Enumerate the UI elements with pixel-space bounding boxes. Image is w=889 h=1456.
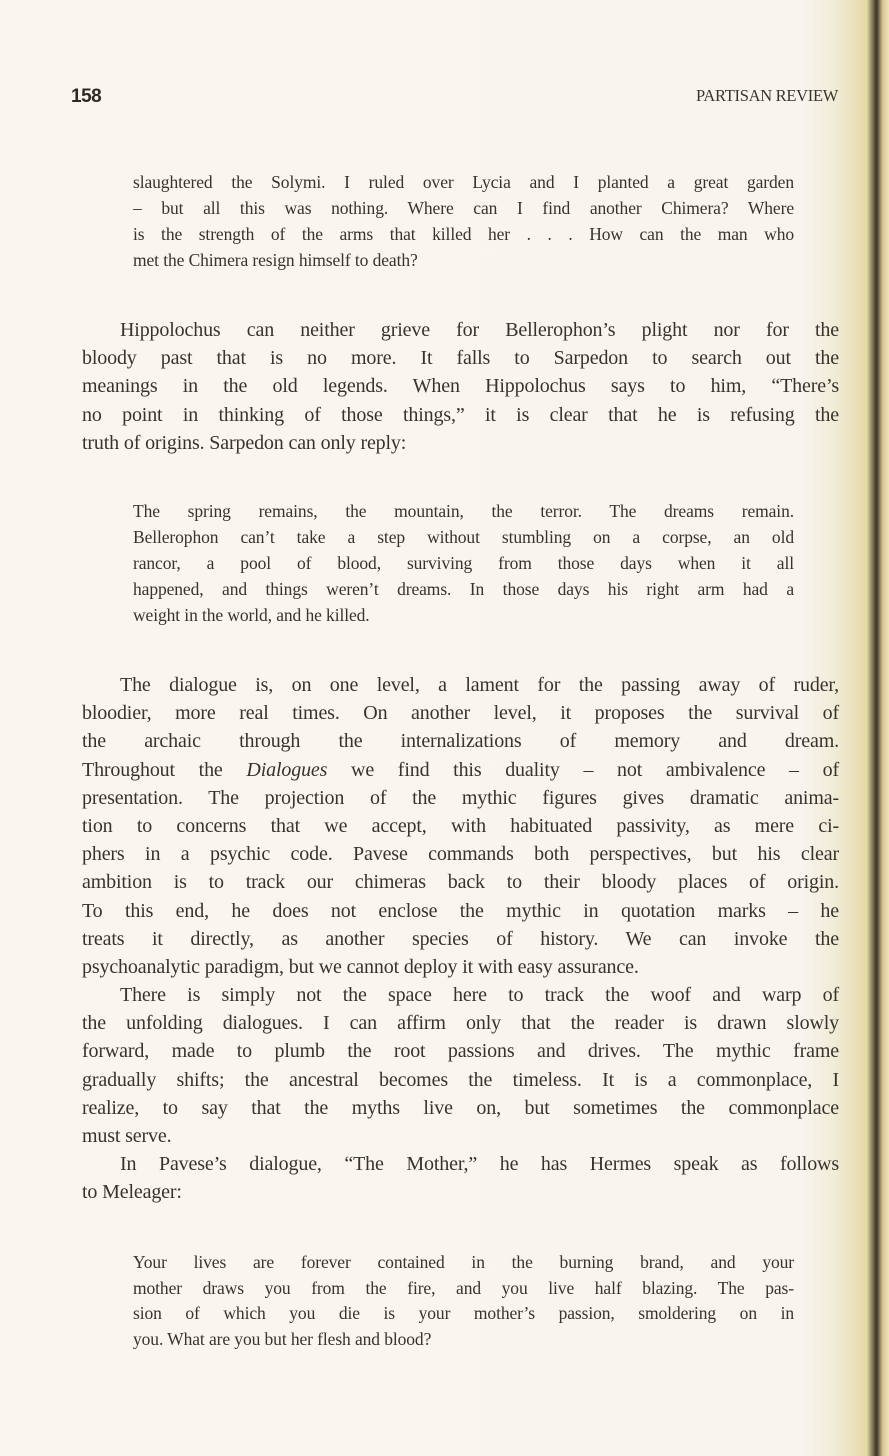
text-line: The spring remains, the mountain, the terror. The dreams remain. xyxy=(133,501,794,521)
text-line: to Meleager: xyxy=(82,1181,182,1204)
text-line: ambition is to track our chimeras back to their bloody places of origin. xyxy=(82,871,839,894)
italic-title: Dialogues xyxy=(246,758,328,781)
text-line: is the strength of the arms that killed her . . . How can the man who xyxy=(133,224,794,244)
page-number: 158 xyxy=(71,86,102,107)
text-line: bloodier, more real times. On another level, it proposes the survival of xyxy=(82,702,839,725)
block-quote-bellerophon xyxy=(133,169,794,273)
text-line: There is simply not the space here to track the woof and warp of xyxy=(120,984,839,1006)
text-line: truth of origins. Sarpedon can only reply: xyxy=(82,431,407,454)
text-line xyxy=(82,756,839,784)
running-head: PARTISAN REVIEW xyxy=(696,86,838,105)
block-quote-spring-remains xyxy=(133,498,794,628)
text-line: happened, and things weren’t dreams. In those days his right arm had a xyxy=(133,579,794,599)
text-line: rancor, a pool of blood, surviving from those days when it all xyxy=(133,553,794,573)
paragraph-woof-and-warp xyxy=(82,981,839,1150)
text-line: the unfolding dialogues. I can affirm only that the reader is drawn slowly xyxy=(82,1012,839,1035)
text-line: tion to concerns that we accept, with habituated passivity, as mere ci- xyxy=(82,815,839,838)
block-quote-burning-brand xyxy=(133,1250,794,1353)
text-line: Hippolochus can neither grieve for Bellerophon’s plight nor for the xyxy=(120,319,839,341)
text-line: the archaic through the internalizations of memory and dream. xyxy=(82,730,839,753)
text-line: psychoanalytic paradigm, but we cannot deploy it with easy assurance. xyxy=(82,956,639,979)
text-line: Bellerophon can’t take a step without stumbling on a corpse, an old xyxy=(133,527,794,547)
text-segment: Throughout the xyxy=(82,758,247,781)
text-line: slaughtered the Solymi. I ruled over Lycia and I planted a great garden xyxy=(133,172,794,192)
paragraph-hippolochus xyxy=(82,316,839,457)
text-line: forward, made to plumb the root passions and drives. The mythic frame xyxy=(82,1040,839,1063)
text-line: Your lives are forever contained in the burning brand, and your xyxy=(133,1252,794,1272)
text-line: To this end, he does not enclose the mythic in quotation marks – he xyxy=(82,899,839,922)
text-line: must serve. xyxy=(82,1125,172,1148)
text-line: In Pavese’s dialogue, “The Mother,” he has Hermes speak as follows xyxy=(120,1153,839,1175)
paragraph-the-mother xyxy=(82,1150,839,1206)
text-line: treats it directly, as another species of history. We can invoke the xyxy=(82,927,839,950)
text-line: The dialogue is, on one level, a lament for the passing away of ruder, xyxy=(120,674,839,696)
text-line: meanings in the old legends. When Hippolochus says to him, “There’s xyxy=(82,375,839,398)
text-line: met the Chimera resign himself to death? xyxy=(133,250,418,270)
text-line: mother draws you from the fire, and you live half blazing. The pas- xyxy=(133,1277,794,1298)
text-line: gradually shifts; the ancestral becomes the timeless. It is a commonplace, I xyxy=(82,1068,839,1091)
text-line: presentation. The projection of the mythic figures gives dramatic anima- xyxy=(82,786,839,809)
text-line: no point in thinking of those things,” it is clear that he is refusing the xyxy=(82,403,839,426)
text-line: bloody past that is no more. It falls to Sarpedon to search out the xyxy=(82,347,839,370)
text-line: realize, to say that the myths live on, but sometimes the commonplace xyxy=(82,1096,839,1119)
text-segment: we find this duality – not ambivalence – of xyxy=(327,758,840,781)
text-line: weight in the world, and he killed. xyxy=(133,605,370,625)
text-line: you. What are you but her flesh and blood? xyxy=(133,1329,432,1350)
paragraph-dialogue-lament xyxy=(82,671,839,981)
text-line: sion of which you die is your mother’s passion, smoldering on in xyxy=(133,1303,794,1324)
text-line: – but all this was nothing. Where can I find another Chimera? Where xyxy=(133,198,794,218)
text-line: phers in a psychic code. Pavese commands both perspectives, but his clear xyxy=(82,843,839,866)
